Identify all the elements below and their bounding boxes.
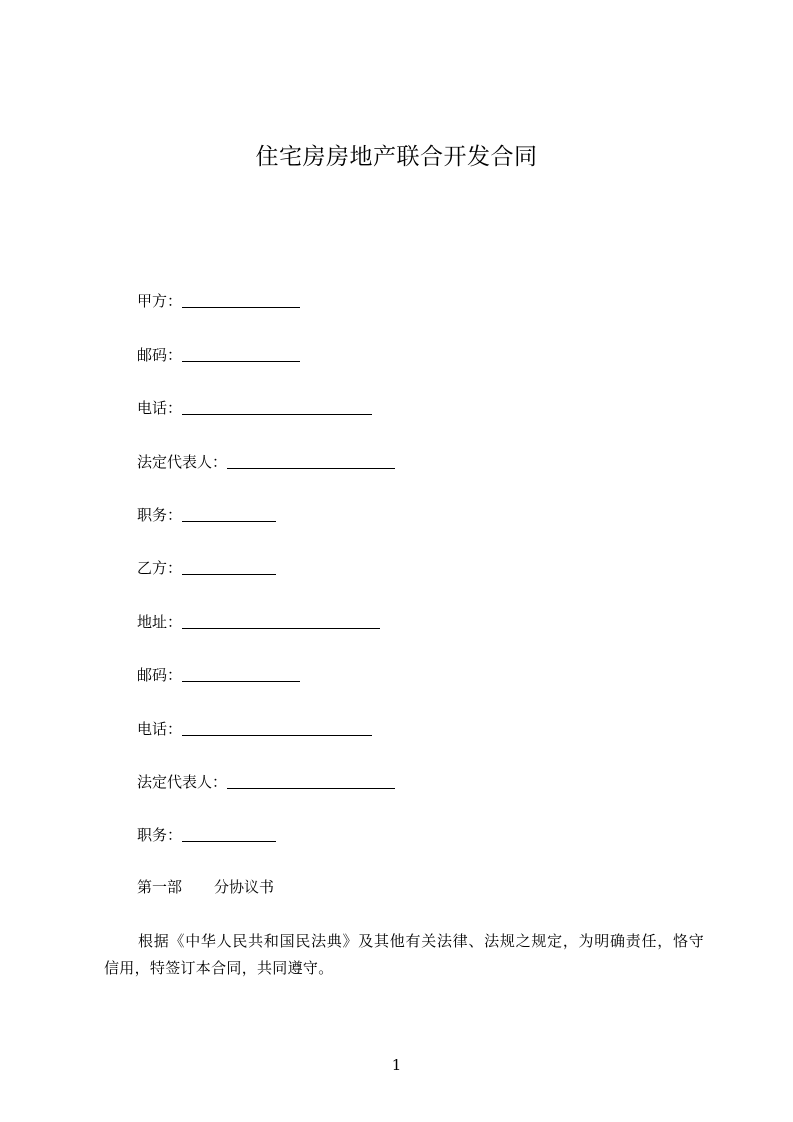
party-b-postcode-blank[interactable] [182, 665, 300, 682]
document-title: 住宅房房地产联合开发合同 [255, 144, 538, 170]
party-b-legal-rep-blank[interactable] [227, 772, 395, 789]
section-number: 第一部 [137, 878, 183, 896]
party-b-address-row [137, 611, 380, 633]
party-a-phone-row [137, 397, 372, 419]
party-b-position-row [137, 824, 276, 846]
party-b-phone-label: 电话： [137, 720, 183, 738]
party-a-position-row [137, 504, 276, 526]
party-b-blank[interactable] [182, 558, 276, 575]
section-heading [137, 876, 274, 898]
party-a-phone-blank[interactable] [182, 398, 372, 415]
party-b-legal-rep-label: 法定代表人： [137, 773, 228, 791]
party-a-phone-label: 电话： [137, 399, 183, 417]
party-b-legal-rep-row [137, 771, 395, 793]
party-a-postcode-blank[interactable] [182, 345, 300, 362]
party-b-address-label: 地址： [137, 613, 183, 631]
party-a-postcode-row [137, 344, 300, 366]
party-b-address-blank[interactable] [182, 612, 380, 629]
party-a-label: 甲方： [137, 292, 183, 310]
party-b-row [137, 557, 276, 579]
party-b-position-blank[interactable] [182, 825, 276, 842]
party-b-phone-row [137, 718, 372, 740]
party-a-postcode-label: 邮码： [137, 346, 183, 364]
party-b-label: 乙方： [137, 559, 183, 577]
party-b-position-label: 职务： [137, 826, 183, 844]
party-a-row [137, 290, 300, 312]
party-b-postcode-label: 邮码： [137, 666, 183, 684]
party-a-blank[interactable] [182, 291, 300, 308]
page-number: 1 [391, 1056, 402, 1074]
preamble-paragraph: 根据《中华人民共和国民法典》及其他有关法律、法规之规定，为明确责任，恪守信用，特签订本合同，共同遵守。 [104, 932, 704, 977]
party-a-legal-rep-label: 法定代表人： [137, 453, 228, 471]
party-b-postcode-row [137, 664, 300, 686]
party-a-position-blank[interactable] [182, 505, 276, 522]
party-a-legal-rep-row [137, 451, 395, 473]
party-a-position-label: 职务： [137, 506, 183, 524]
party-b-phone-blank[interactable] [182, 719, 372, 736]
section-name: 分协议书 [214, 878, 275, 896]
party-a-legal-rep-blank[interactable] [227, 452, 395, 469]
